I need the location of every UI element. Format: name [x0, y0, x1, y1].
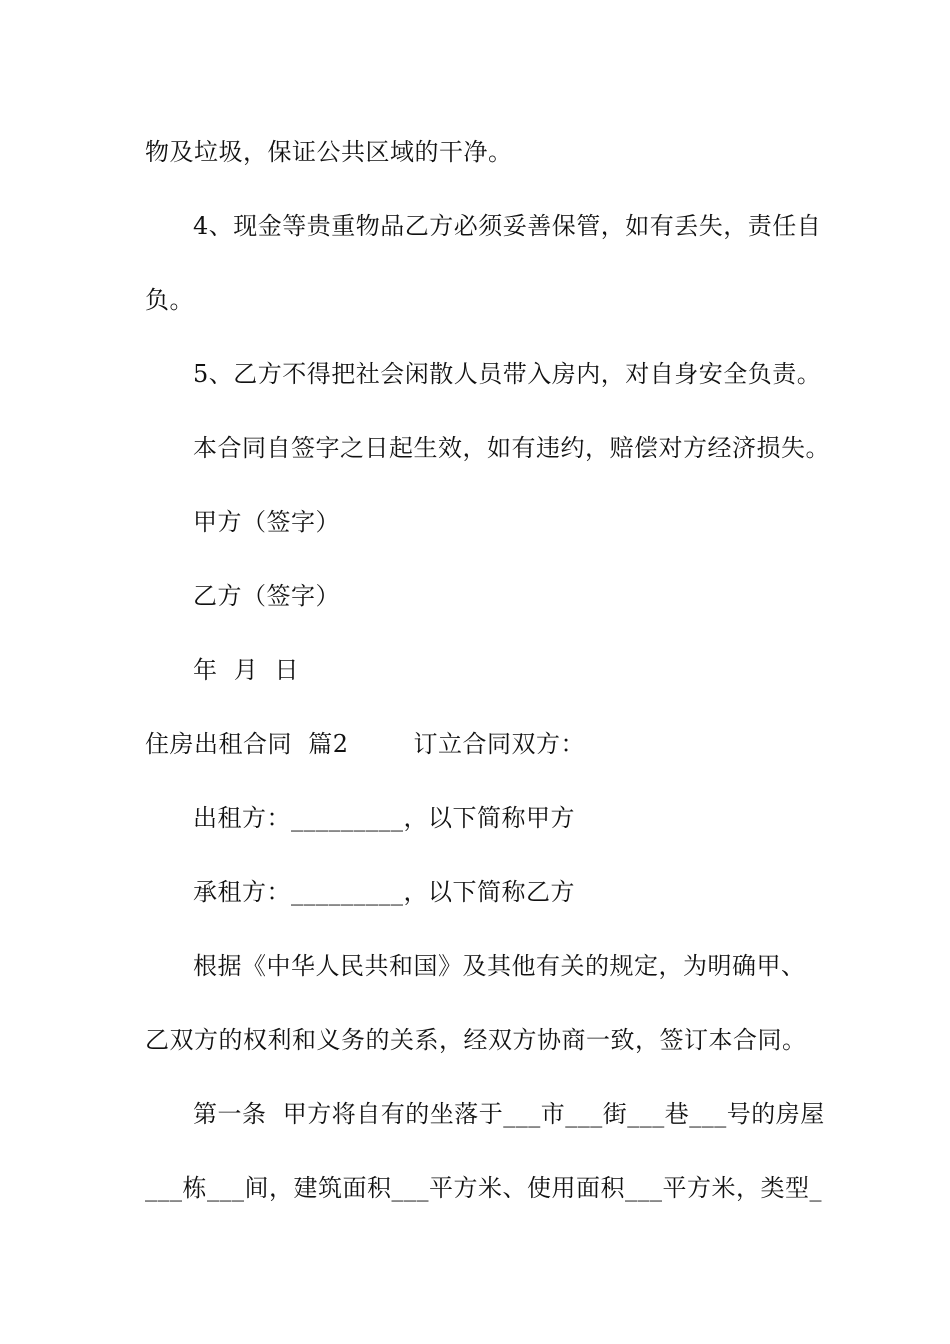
clause-4-line-1: 4、现金等贵重物品乙方必须妥善保管，如有丢失，责任自	[193, 212, 822, 240]
party-b-signature: 乙方（签字）	[193, 582, 340, 610]
preamble-line-1: 根据《中华人民共和国》及其他有关的规定，为明确甲、	[193, 952, 806, 980]
section-title: 住房出租合同 篇2 订立合同双方：	[145, 730, 586, 758]
article-1-line-1: 第一条 甲方将自有的坐落于___市___街___巷___号的房屋	[193, 1100, 825, 1128]
paragraph-line: 物及垃圾，保证公共区域的干净。	[145, 138, 513, 166]
date-line: 年 月 日	[193, 656, 300, 684]
preamble-line-2: 乙双方的权利和义务的关系，经双方协商一致，签订本合同。	[145, 1026, 807, 1054]
effective-clause: 本合同自签字之日起生效，如有违约，赔偿对方经济损失。	[193, 434, 830, 462]
article-1-line-2: ___栋___间，建筑面积___平方米、使用面积___平方米，类型_	[145, 1174, 822, 1202]
clause-5: 5、乙方不得把社会闲散人员带入房内，对自身安全负责。	[193, 360, 822, 388]
party-a-signature: 甲方（签字）	[193, 508, 340, 536]
clause-4-line-2: 负。	[145, 286, 194, 314]
lessor-line: 出租方：_________，以下简称甲方	[193, 804, 575, 832]
lessee-line: 承租方：_________，以下简称乙方	[193, 878, 575, 906]
